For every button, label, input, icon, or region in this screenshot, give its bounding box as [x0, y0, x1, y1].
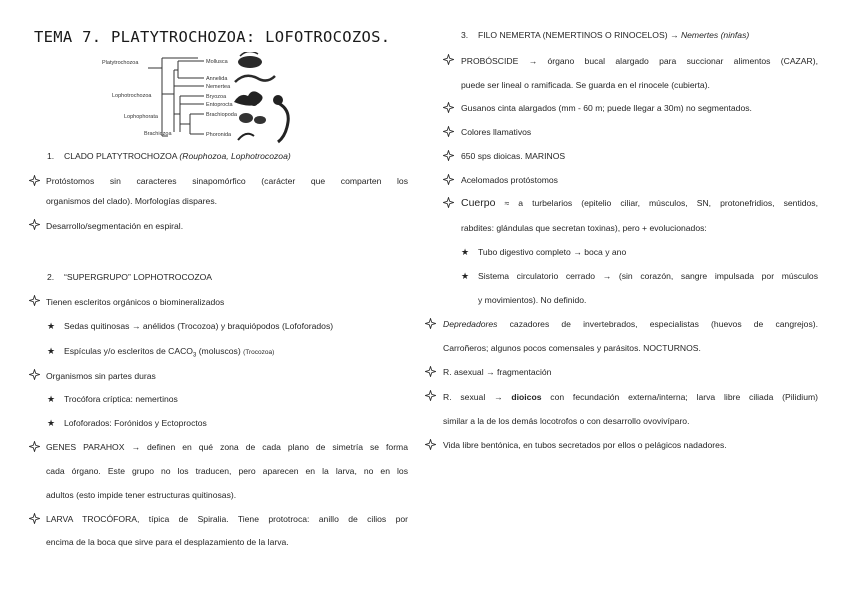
taxon-bryozoa: Bryozoa: [206, 94, 227, 100]
tree-label-lophotrochozoa: Lophotrochozoa: [112, 93, 152, 99]
diamond-bullet-icon: [443, 126, 454, 137]
taxon-annelida: Annelida: [206, 76, 228, 82]
diamond-bullet-icon: [29, 219, 40, 230]
section-2-number: 2.: [47, 272, 55, 282]
diamond-bullet-icon: [29, 369, 40, 380]
taxon-entoprocta: Entoprocta: [206, 102, 233, 108]
bullet-predators-cont: Carroñeros; algunos pocos comensales y parásitos. NOCTURNOS.: [443, 343, 701, 353]
diamond-bullet-icon: [443, 102, 454, 113]
diamond-bullet-icon: [29, 441, 40, 452]
sub-bullet-circulatory-system-cont: y movimientos). No definido.: [478, 295, 587, 305]
taxon-phoronida: Phoronida: [206, 132, 232, 138]
sub-bullet-digestive-tube: Tubo digestivo completo → boca y ano: [478, 247, 627, 257]
bullet-sexual-reproduction: R. sexual → dioicos con fecundación externa/interna; larva libre ciliada (Pilidium): [443, 392, 818, 402]
star-bullet-icon: ★: [461, 271, 470, 281]
bullet-body: Cuerpo ≈ a turbelarios (epitelio ciliar, músculos, SN, protonefridios, sentidos,: [461, 197, 818, 209]
bullet-trochophore-larva-cont: encima de la boca que sirve para el desplazamiento de la larva.: [46, 537, 289, 547]
bullet-parahox-genes-cont: cada órgano. Este grupo no los traducen, pero aparecen en la larva, no en los: [46, 466, 408, 476]
tree-label-lophophorata: Lophophorata: [124, 114, 158, 120]
bullet-no-hard-parts: Organismos sin partes duras: [46, 371, 156, 381]
bullet-asexual-reproduction: R. asexual → fragmentación: [443, 367, 552, 377]
star-bullet-icon: ★: [47, 346, 56, 356]
bullet-species-count: 650 sps dioicas. MARINOS: [461, 151, 566, 161]
diamond-bullet-icon: [29, 175, 40, 186]
bullet-sexual-reproduction-cont: similar a la de los demás locotrofos o con desarrollo ovovivíparo.: [443, 416, 690, 426]
bullet-free-living: Vida libre bentónica, en tubos secretados por ellos o pelágicos nadadores.: [443, 440, 727, 450]
taxon-brachiopoda: Brachiopoda: [206, 112, 237, 118]
page-title: TEMA 7. PLATYTROCHOZOA: LOFOTROCOZOS.: [34, 28, 391, 46]
bullet-trochophore-larva: LARVA TROCÓFORA, típica de Spiralia. Tiene prototroca: anillo de cilios por: [46, 514, 408, 524]
bullet-protostomes-cont: organismos del clado). Morfologías dispares.: [46, 196, 218, 206]
bullet-ribbon-worms: Gusanos cinta alargados (mm - 60 m; puede llegar a 30m) no segmentados.: [461, 103, 752, 113]
sub-bullet-lophophorates: Lofoforados: Forónidos y Ectoproctos: [64, 418, 207, 428]
brachiopod-drawing-icon: [239, 113, 266, 124]
diamond-bullet-icon: [29, 513, 40, 524]
mollusc-drawing-icon: [238, 52, 262, 68]
tree-label-platytrochozoa: Platytrochozoa: [102, 60, 139, 66]
diamond-bullet-icon: [443, 174, 454, 185]
star-bullet-icon: ★: [47, 321, 56, 331]
bullet-proboscis: PROBÓSCIDE → órgano bucal alargado para succionar alimentos (CAZAR),: [461, 56, 818, 66]
annelid-drawing-icon: [235, 76, 275, 82]
tree-label-brachiozoa: Brachiozoa: [144, 131, 172, 137]
taxon-nemertea: Nemertea: [206, 84, 231, 90]
bullet-proboscis-cont: puede ser lineal o ramificada. Se guarda en el rinocele (cubierta).: [461, 80, 710, 90]
sub-bullet-chitin-setae: Sedas quitinosas → anélidos (Trocozoa) y braquiópodos (Lofoforados): [64, 321, 334, 331]
bullet-parahox-genes: GENES PARAHOX → definen en qué zona de cada plano de simetría se forma: [46, 442, 408, 452]
section-1-heading: CLADO PLATYTROCHOZOA (Rouphozoa, Lophotrocozoa): [64, 151, 291, 161]
diamond-bullet-icon: [443, 54, 454, 65]
diamond-bullet-icon: [425, 390, 436, 401]
bryozoan-drawing-icon: [234, 91, 263, 106]
diamond-bullet-icon: [425, 366, 436, 377]
bullet-colors: Colores llamativos: [461, 127, 532, 137]
bullet-spiral-development: Desarrollo/segmentación en espiral.: [46, 221, 184, 231]
diamond-bullet-icon: [425, 318, 436, 329]
diamond-bullet-icon: [425, 439, 436, 450]
sub-bullet-cryptic-trochophore: Trocófora críptica: nemertinos: [64, 394, 178, 404]
diamond-bullet-icon: [443, 150, 454, 161]
section-3-heading: FILO NEMERTA (NEMERTINOS O RINOCELOS) → Nemertes (ninfas): [478, 30, 750, 40]
sub-bullet-circulatory-system: Sistema circulatorio cerrado → (sin corazón, sangre impulsada por músculos: [478, 271, 818, 281]
section-3-number: 3.: [461, 30, 469, 40]
star-bullet-icon: ★: [47, 394, 56, 404]
bullet-body-cont: rabdites: glándulas que secretan toxinas), pero + evolucionados:: [461, 223, 707, 233]
bullet-predators: Depredadores cazadores de invertebrados, especialistas (huevos de cangrejos).: [443, 319, 818, 329]
section-2-heading: “SUPERGRUPO” LOPHOTROCOZOA: [64, 272, 213, 282]
sub-bullet-spicules: Espículas y/o escleritos de $CACO_3$ (moluscos) (Trocozoa): [64, 346, 275, 359]
taxon-mollusca: Mollusca: [206, 59, 228, 65]
bullet-protostomes: Protóstomos sin caracteres sinapomórfico (carácter que comparten los: [46, 176, 408, 186]
diamond-bullet-icon: [443, 197, 454, 208]
bullet-acoelomate: Acelomados protóstomos: [461, 175, 558, 185]
diamond-bullet-icon: [29, 295, 40, 306]
star-bullet-icon: ★: [47, 418, 56, 428]
bullet-parahox-genes-cont2: adultos (esto impide tener estructuras quitinosas).: [46, 490, 237, 500]
bullet-sclerites: Tienen escleritos orgánicos o biomineralizados: [46, 297, 225, 307]
star-bullet-icon: ★: [461, 247, 470, 257]
section-1-number: 1.: [47, 151, 55, 161]
phylogeny-figure: [100, 52, 315, 144]
